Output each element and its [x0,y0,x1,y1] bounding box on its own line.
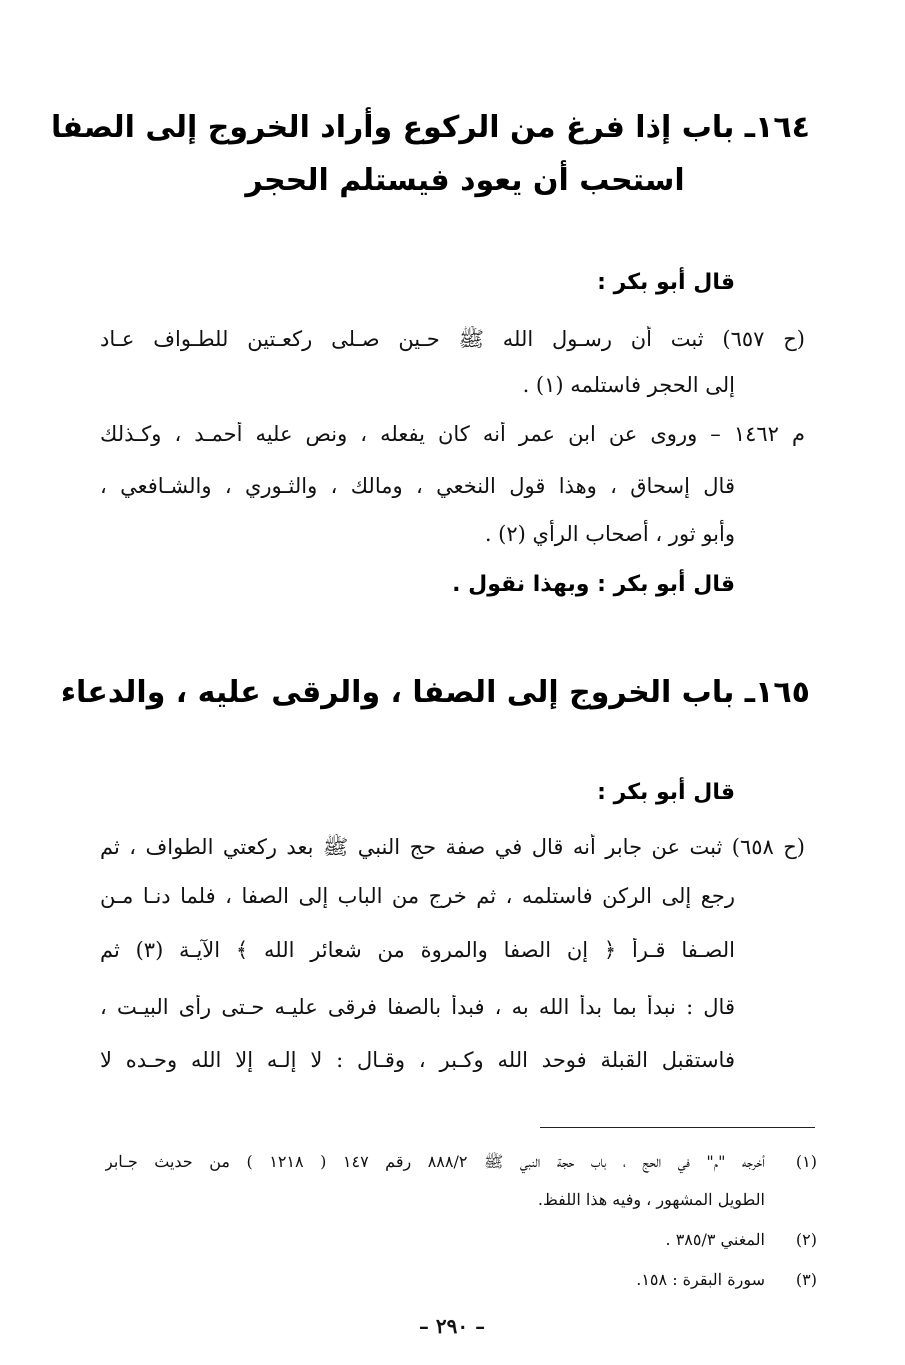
hadith-657-line2: إلى الحجر فاستلمه (١) . [522,373,735,397]
speaker-label-164: قال أبو بكر : [597,270,735,295]
footnote-separator [540,1127,815,1128]
hadith-657-line1: (ح ٦٥٧) ثبت أن رسـول الله ﷺ حـين صـلى ركعـتين للطـواف عـاد [100,327,805,351]
hadith-658-line4: قال : نبدأ بما بدأ الله به ، فبدأ بالصفا فرقى عليـه حـتى رأى البيـت ، [100,995,735,1019]
hadith-658-line2: رجع إلى الركن فاستلمه ، ثم خرج من الباب إلى الصفا ، فلما دنـا مـن [100,884,735,908]
chapter-164-title-line2: استحب أن يعود فيستلم الحجر [245,163,685,198]
footnote-1-line2: الطويل المشهور ، وفيه هذا اللفظ. [537,1190,765,1209]
page-number: – ٢٩٠ – [418,1314,486,1338]
hadith-658-line5: فاستقبل القبلة فوحد الله وكـبر ، وقـال : لا إلـه إلا الله وحـده لا [100,1048,735,1072]
footnote-1-line1: أخرجه "م" في الحج ، باب حجة النبي ﷺ ٨٨٨/٢ رقم ١٤٧ ( ١٢١٨ ) من حديث جـابر [105,1152,765,1171]
speaker-label-165: قال أبو بكر : [597,780,735,805]
m-1462-line2: قال إسحاق ، وهذا قول النخعي ، ومالك ، والثـوري ، والشـافعي ، [100,474,735,498]
footnote-2-number: (٢) [795,1230,817,1249]
chapter-165-title: ١٦٥ـ باب الخروج إلى الصفا ، والرقى عليه ، والدعاء [60,675,810,710]
chapter-164-title-line1: ١٦٤ـ باب إذا فرغ من الركوع وأراد الخروج إلى الصفا [51,110,810,145]
footnote-3-number: (٣) [795,1270,817,1289]
footnote-1-number: (١) [795,1152,817,1171]
footnote-2-text: المغني ٣٨٥/٣ . [665,1230,765,1249]
hadith-658-line3: الصـفا قـرأ ﴿ إن الصفا والمروة من شعائر الله ﴾ الآيـة (٣) ثم [100,938,735,962]
hadith-658-line1: (ح ٦٥٨) ثبت عن جابر أنه قال في صفة حج النبي ﷺ بعد ركعتي الطواف ، ثم [100,835,805,859]
m-1462-line3: وأبو ثور ، أصحاب الرأي (٢) . [484,522,735,546]
footnote-3-text: سورة البقرة : ١٥٨. [636,1270,765,1289]
conclusion-164: قال أبو بكر : وبهذا نقول . [452,572,735,597]
m-1462-line1: م ١٤٦٢ – وروى عن ابن عمر أنه كان يفعله ، ونص عليه أحمـد ، وكـذلك [100,422,805,446]
